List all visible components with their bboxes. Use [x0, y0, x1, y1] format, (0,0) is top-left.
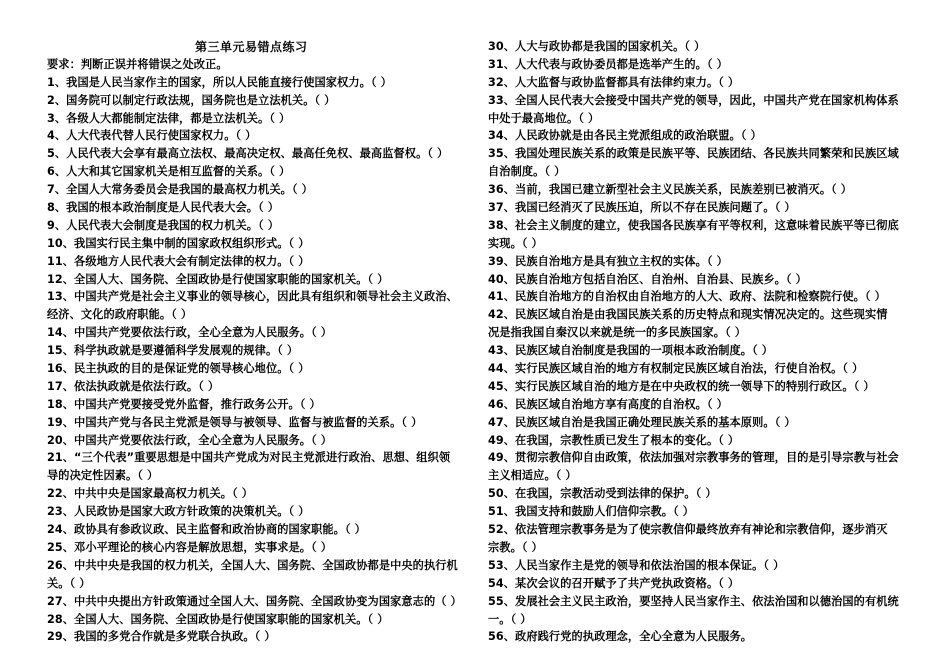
right-column — [488, 38, 906, 646]
question-line: 56、政府践行党的执政理念，全心全意为人民服务。 — [488, 630, 753, 644]
question-line: 17、依法执政就是依法行政。（ ） — [47, 379, 220, 393]
question-line: 经济、文化的政府职能。（ ） — [47, 308, 193, 322]
question-line: 30、人大与政协都是我国的国家机关。（ ） — [488, 40, 706, 53]
instruction-line: 要求：判断正误并将错误之处改正。 — [47, 57, 228, 71]
question-line: 53、人民当家作主是党的领导和依法治国的根本保证。（ ） — [488, 558, 785, 572]
question-line: 3、各级人大都能制定法律，都是立法机关。（ ） — [47, 111, 291, 125]
question-line: 37、我国已经消灭了民族压迫，所以不存在民族问题了。（ ） — [488, 201, 796, 215]
question-line: 36、当前，我国已建立新型社会主义民族关系，民族差别已被消灭。（ ） — [488, 183, 853, 197]
question-line: 54、某次会议的召开赋予了共产党执政资格。（ ） — [488, 576, 740, 590]
question-line: 42、民族区域自治是由我国民族关系的历史特点和现实情况决定的。这些现实情 — [488, 308, 888, 322]
question-line: 49、在我国，宗教性质已发生了根本的变化。（ ） — [488, 433, 740, 447]
question-line: 主义相适应。（ ） — [488, 469, 577, 483]
question-line: 43、民族区域自治制度是我国的一项根本政治制度。（ ） — [488, 344, 774, 358]
question-line: 20、中国共产党要依法行政，全心全意为人民服务。（ ） — [47, 433, 333, 447]
right-question-list — [488, 38, 906, 646]
question-line: 一。（ ） — [488, 612, 532, 626]
question-line: 49、贯彻宗教信仰自由政策，依法加强对宗教事务的管理，目的是引导宗教与社会 — [488, 451, 899, 465]
question-line: 51、我国支持和鼓励人们信仰宗教。（ ） — [488, 505, 695, 519]
question-line: 19、中国共产党与各民主党派是领导与被领导、监督与被监督的关系。（ ） — [47, 415, 423, 429]
question-line: 47、民族区域自治是我国正确处理民族关系的基本原则。（ ） — [488, 415, 796, 429]
question-line: 7、全国人大常务委员会是我国的最高权力机关。（ ） — [47, 183, 313, 197]
question-line: 导的决定性因素。（ ） — [47, 469, 159, 483]
question-line: 22、中共中央是国家最高权力机关。（ ） — [47, 487, 254, 501]
question-line: 中处于最高地位。（ ） — [488, 111, 600, 125]
question-line: 关。（ ） — [47, 576, 91, 590]
question-line: 28、全国人大、国务院、全国政协是行使国家职能的国家机关。（ ） — [47, 612, 389, 626]
question-line: 况是指我国自秦汉以来就是统一的多民族国家。（ ） — [488, 326, 747, 340]
question-line: 18、中国共产党要接受党外监督，推行政务公开。（ ） — [47, 397, 321, 411]
question-line: 26、中共中央是我国的权力机关，全国人大、国务院、全国政协都是中央的执行机 — [47, 558, 458, 572]
question-line: 24、政协具有参政议政、民主监督和政治协商的国家职能。（ ） — [47, 523, 366, 537]
question-line: 13、中国共产党是社会主义事业的领导核心，因此具有组织和领导社会主义政治、 — [47, 290, 458, 304]
question-line: 6、人大和其它国家机关是相互监督的关系。（ ） — [47, 165, 291, 179]
question-line: 27、中共中央提出方针政策通过全国人大、国务院、全国政协变为国家意志的（ ） — [47, 594, 462, 608]
left-question-list — [47, 74, 465, 647]
question-line: 宗教。（ ） — [488, 540, 543, 554]
question-line: 2、国务院可以制定行政法规，国务院也是立法机关。（ ） — [47, 93, 336, 107]
question-line: 46、民族区域自治地方享有高度的自治权。（ ） — [488, 397, 728, 411]
question-line: 31、人大代表与政协委员都是选举产生的。（ ） — [488, 57, 728, 71]
question-line: 38、社会主义制度的建立，使我国各民族享有平等权利，这意味着民族平等已彻底 — [488, 218, 899, 232]
question-line: 8、我国的根本政治制度是人民代表大会。（ ） — [47, 201, 280, 215]
question-line: 35、我国处理民族关系的政策是民族平等、民族团结、各民族共同繁荣和民族区域 — [488, 147, 899, 161]
question-line: 34、人民政协就是由各民主党派组成的政治联盟。（ ） — [488, 129, 762, 143]
question-line: 1、我国是人民当家作主的国家，所以人民能直接行使国家权力。（ ） — [47, 75, 392, 89]
question-line: 40、民族自治地方包括自治区、自治州、自治县、民族乡。（ ） — [488, 272, 807, 286]
question-line: 9、人民代表大会制度是我国的权力机关。（ ） — [47, 218, 280, 232]
question-line: 39、民族自治地方是具有独立主权的实体。（ ） — [488, 254, 728, 268]
question-line: 15、科学执政就是要遵循科学发展观的规律。（ ） — [47, 344, 299, 358]
question-line: 55、发展社会主义民主政治，要坚持人民当家作主、依法治国和以德治国的有机统 — [488, 594, 899, 608]
left-column — [47, 38, 465, 646]
question-line: 41、民族自治地方的自治权由自治地方的人大、政府、法院和检察院行使。（ ） — [488, 290, 886, 304]
question-line: 50、在我国，宗教活动受到法律的保护。（ ） — [488, 487, 717, 501]
question-line: 16、民主执政的目的是保证党的领导核心地位。（ ） — [47, 362, 310, 376]
question-line: 23、人民政协是国家大政方针政策的决策机关。（ ） — [47, 505, 310, 519]
question-line: 45、实行民族区域自治的地方是在中央政权的统一领导下的特别行政区。（ ） — [488, 379, 875, 393]
question-line: 14、中国共产党要依法行政，全心全意为人民服务。（ ） — [47, 326, 333, 340]
question-line: 52、依法管理宗教事务是为了使宗教信仰最终放弃有神论和宗教信仰，逐步消灭 — [488, 523, 888, 537]
question-line: 实现。（ ） — [488, 236, 543, 250]
question-line: 4、人大代表代替人民行使国家权力。（ ） — [47, 129, 257, 143]
question-line: 33、全国人民代表大会接受中国共产党的领导，因此，中国共产党在国家机构体系 — [488, 93, 899, 107]
question-line: 29、我国的多党合作就是多党联合执政。（ ） — [47, 630, 276, 644]
page-title: 第三单元易错点练习 — [195, 40, 308, 54]
question-line: 25、邓小平理论的核心内容是解放思想，实事求是。（ ） — [47, 540, 333, 554]
question-line: 5、人民代表大会享有最高立法权、最高决定权、最高任免权、最高监督权。（ ） — [47, 147, 449, 161]
question-line: 12、全国人大、国务院、全国政协是行使国家职能的国家机关。（ ） — [47, 272, 389, 286]
question-line: 44、实行民族区域自治的地方有权制定民族区域自治法，行使自治权。（ ） — [488, 362, 864, 376]
question-line: 32、人大监督与政协监督都具有法律约束力。（ ） — [488, 75, 740, 89]
question-line: 11、各级地方人民代表大会有制定法律的权力。（ ） — [47, 254, 310, 268]
question-line: 21、“三个代表”重要思想是中国共产党成为对民主党派进行政治、思想、组织领 — [47, 451, 451, 465]
question-line: 自治制度。（ ） — [488, 165, 566, 179]
question-line: 10、我国实行民主集中制的国家政权组织形式。（ ） — [47, 236, 310, 250]
